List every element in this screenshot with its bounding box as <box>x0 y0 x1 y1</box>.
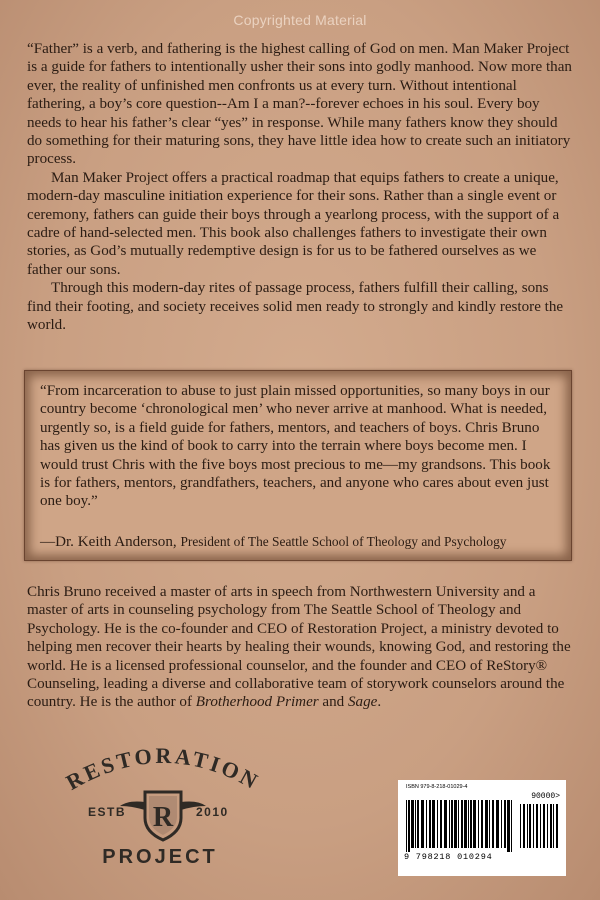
barcode-bar <box>478 800 479 848</box>
barcode-bar <box>504 800 506 848</box>
barcode-bar <box>444 800 447 848</box>
barcode-addon-bar <box>536 804 538 848</box>
endorsement-attribution <box>40 533 570 551</box>
barcode-bar <box>417 800 419 848</box>
isbn-barcode <box>398 780 566 876</box>
barcode-bar <box>511 800 512 852</box>
barcode-addon-bar <box>547 804 548 848</box>
barcode-bar <box>458 800 459 848</box>
endorsement-author: —Dr. Keith Anderson, <box>40 534 177 550</box>
bio-end: . <box>377 694 382 711</box>
bio-book-title-1: Brotherhood Primer <box>195 694 319 711</box>
barcode-addon-bar <box>523 804 525 848</box>
barcode-addon-bar <box>533 804 534 848</box>
logo-estb: ESTB <box>88 805 127 819</box>
barcode-bar <box>451 800 453 848</box>
barcode-bar <box>496 800 499 848</box>
barcode-bar <box>437 800 438 848</box>
barcode-digits: 9 798218 010294 <box>404 852 493 862</box>
barcode-addon-bar <box>520 804 521 848</box>
barcode-bar <box>406 800 407 852</box>
barcode-bar <box>501 800 502 848</box>
barcode-addon-bar <box>543 804 545 848</box>
barcode-bar <box>464 800 467 848</box>
barcode-bar <box>440 800 442 848</box>
book-description <box>27 40 575 335</box>
barcode-bars <box>404 800 560 852</box>
bio-text: Chris Bruno received a master of arts in speech from Northwestern University and a master of arts in counseling psychology from The Seattle School of Theology and Psychology. He is the co-founder and CEO of Restoration Project, a ministry devoted to helping men recover their hearts by healing their wounds, knowing God, and restoring the world. He is a licensed professional counselor, and the founder and CEO of ReStory® Counseling, leading a diverse and collaborative team of storywork counselors around the country. He is the author of <box>27 584 571 711</box>
barcode-bar <box>489 800 490 848</box>
barcode-addon-bar <box>553 804 554 848</box>
barcode-bar <box>432 800 435 848</box>
bio-and: and <box>322 694 345 711</box>
barcode-bar <box>507 800 510 852</box>
barcode-bar <box>426 800 427 848</box>
isbn-label: ISBN 979-8-218-01029-4 <box>406 784 468 790</box>
logo-year: 2010 <box>196 805 229 819</box>
bio-book-title-2: Sage <box>348 694 378 711</box>
description-paragraph-3: Through this modern-day rites of passage process, fathers fulfill their calling, sons find their footing, and society receives solid men ready to strongly and kindly restore the world. <box>27 280 564 334</box>
copyright-watermark: Copyrighted Material <box>233 12 367 28</box>
barcode-bar <box>461 800 463 848</box>
barcode-bar <box>468 800 469 848</box>
endorsement-quote: “From incarceration to abuse to just plain missed opportunities, so many boys in our country become ‘chronological men’ who never arrive at manhood. What is needed, urgently so, is a field guide for fathers, mentors, and teachers of boys. Chris Bruno has given us the kind of book to carry into the terrain where boys become men. I would trust Chris with the five boys most precious to me—my grandsons. This book is for fathers, mentors, grandfathers, teachers, and anyone who cares about even just one boy.” <box>40 383 551 510</box>
barcode-bar <box>470 800 472 848</box>
barcode-addon-bar <box>556 804 558 848</box>
barcode-bar <box>408 800 410 852</box>
price-code: 90000> <box>531 792 560 801</box>
logo-monogram: R <box>152 802 174 833</box>
barcode-bar <box>421 800 424 848</box>
barcode-bar <box>411 800 414 848</box>
logo-svg <box>48 740 278 880</box>
logo-arc-text: RESTORATION <box>61 742 265 795</box>
restoration-project-logo <box>48 740 278 880</box>
barcode-bar <box>492 800 494 848</box>
description-paragraph-1: “Father” is a verb, and fathering is the highest calling of God on men. Man Maker Project is a guide for fathers to intentionally usher their sons into godly manhood. Now more than ever, the reality of unfinished men confronts us at every turn. Without intentional fathering, a boy’s core question--Am I a man?--forever echoes in his soul. Every boy needs to hear his father’s clear “yes” in response. While many fathers know they should do something for their maturing sons, they have little idea how to create such an initiatory process. <box>27 41 572 168</box>
barcode-addon-bar <box>540 804 541 848</box>
barcode-bar <box>454 800 457 848</box>
barcode-addon-bar <box>529 804 531 848</box>
barcode-addon-bar <box>550 804 552 848</box>
barcode-bar <box>485 800 488 848</box>
description-paragraph-2: Man Maker Project offers a practical roadmap that equips fathers to create a unique, modern-day masculine initiation experience for their sons. Rather than a single event or ceremony, fathers can guide their boys through a yearlong process, with the support of a cadre of hand-selected men. This book also challenges fathers to investigate their own stories, as God’s mutually redemptive design is for us to be fathered ourselves as we father our sons. <box>27 169 560 278</box>
author-bio <box>27 583 575 712</box>
barcode-bar <box>429 800 431 848</box>
barcode-bar <box>481 800 483 848</box>
barcode-addon-bar <box>527 804 528 848</box>
logo-bottom-text: PROJECT <box>102 846 218 868</box>
barcode-bar <box>473 800 476 848</box>
barcode-bar <box>449 800 450 848</box>
barcode-bar <box>415 800 416 848</box>
endorsement-role: President of The Seattle School of Theology and Psychology <box>180 534 507 549</box>
